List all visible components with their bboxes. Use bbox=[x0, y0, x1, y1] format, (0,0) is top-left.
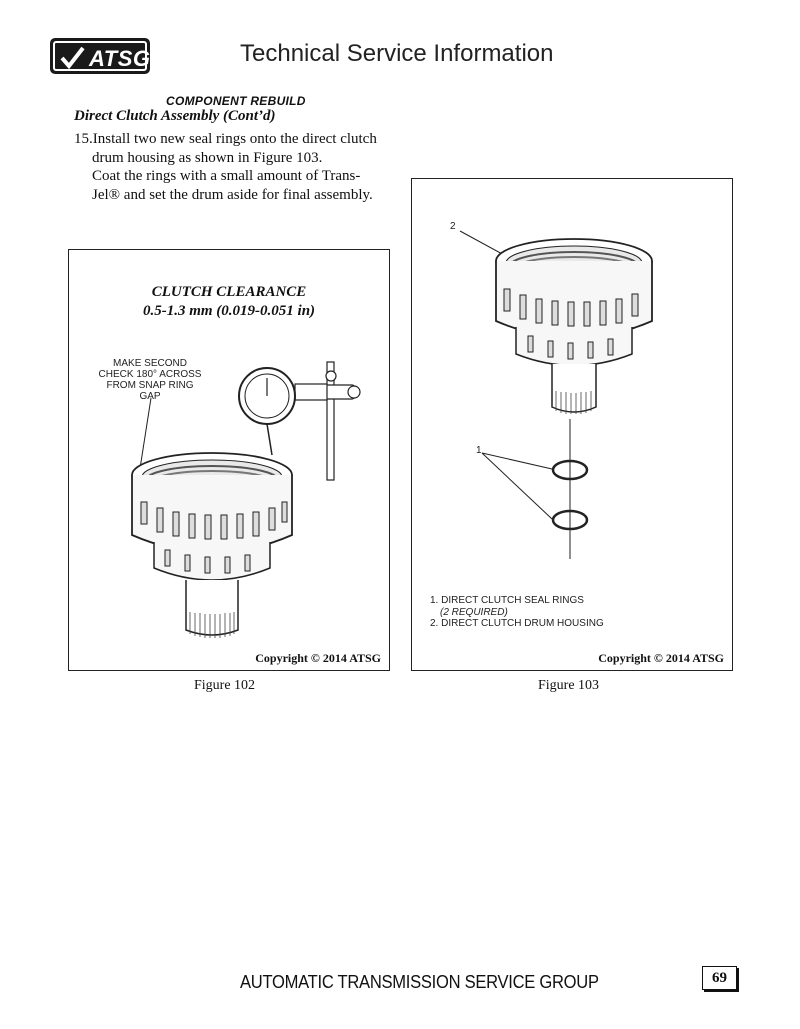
figure-caption: Figure 102 bbox=[194, 678, 256, 693]
page-title: Technical Service Information bbox=[240, 40, 554, 67]
figure-caption: Figure 103 bbox=[538, 678, 600, 693]
logo-text: ATSG bbox=[89, 46, 151, 71]
copyright: Copyright © 2014 ATSG bbox=[598, 651, 724, 665]
callout-2: 2 bbox=[450, 221, 456, 232]
step-line: 15.Install two new seal rings onto the direct clutch bbox=[74, 131, 377, 147]
step-line: drum housing as shown in Figure 103. bbox=[92, 149, 323, 166]
step-line: Jel® and set the drum aside for final assembly. bbox=[92, 186, 373, 203]
legend-item: 1. DIRECT CLUTCH SEAL RINGS bbox=[430, 595, 584, 606]
note-line: FROM SNAP RING GAP bbox=[106, 380, 194, 402]
figure-spec: 0.5-1.3 mm (0.019-0.051 in) bbox=[142, 303, 316, 319]
step-line: Coat the rings with a small amount of Trans- bbox=[92, 168, 361, 184]
legend-item: 2. DIRECT CLUTCH DRUM HOUSING bbox=[430, 618, 604, 629]
note-line: CHECK 180° ACROSS bbox=[98, 369, 202, 380]
step-text bbox=[74, 130, 404, 204]
callout-1: 1 bbox=[476, 445, 482, 456]
note-line: MAKE SECOND bbox=[113, 358, 187, 369]
checkmark-icon bbox=[59, 45, 85, 71]
atsg-logo bbox=[50, 38, 150, 74]
figure-102 bbox=[68, 249, 390, 671]
page-number: 69 bbox=[702, 966, 737, 990]
clutch-drum-with-dial-indicator-illustration bbox=[69, 250, 389, 670]
footer-org: AUTOMATIC TRANSMISSION SERVICE GROUP bbox=[240, 972, 599, 992]
section-label: COMPONENT REBUILD bbox=[166, 94, 306, 108]
legend-item-note: (2 REQUIRED) bbox=[440, 606, 508, 618]
figure-legend bbox=[430, 595, 604, 630]
figure-103 bbox=[411, 178, 733, 671]
copyright: Copyright © 2014 ATSG bbox=[255, 651, 381, 665]
figure-title: CLUTCH CLEARANCE bbox=[151, 284, 307, 300]
subtitle: Direct Clutch Assembly (Cont’d) bbox=[74, 108, 276, 124]
